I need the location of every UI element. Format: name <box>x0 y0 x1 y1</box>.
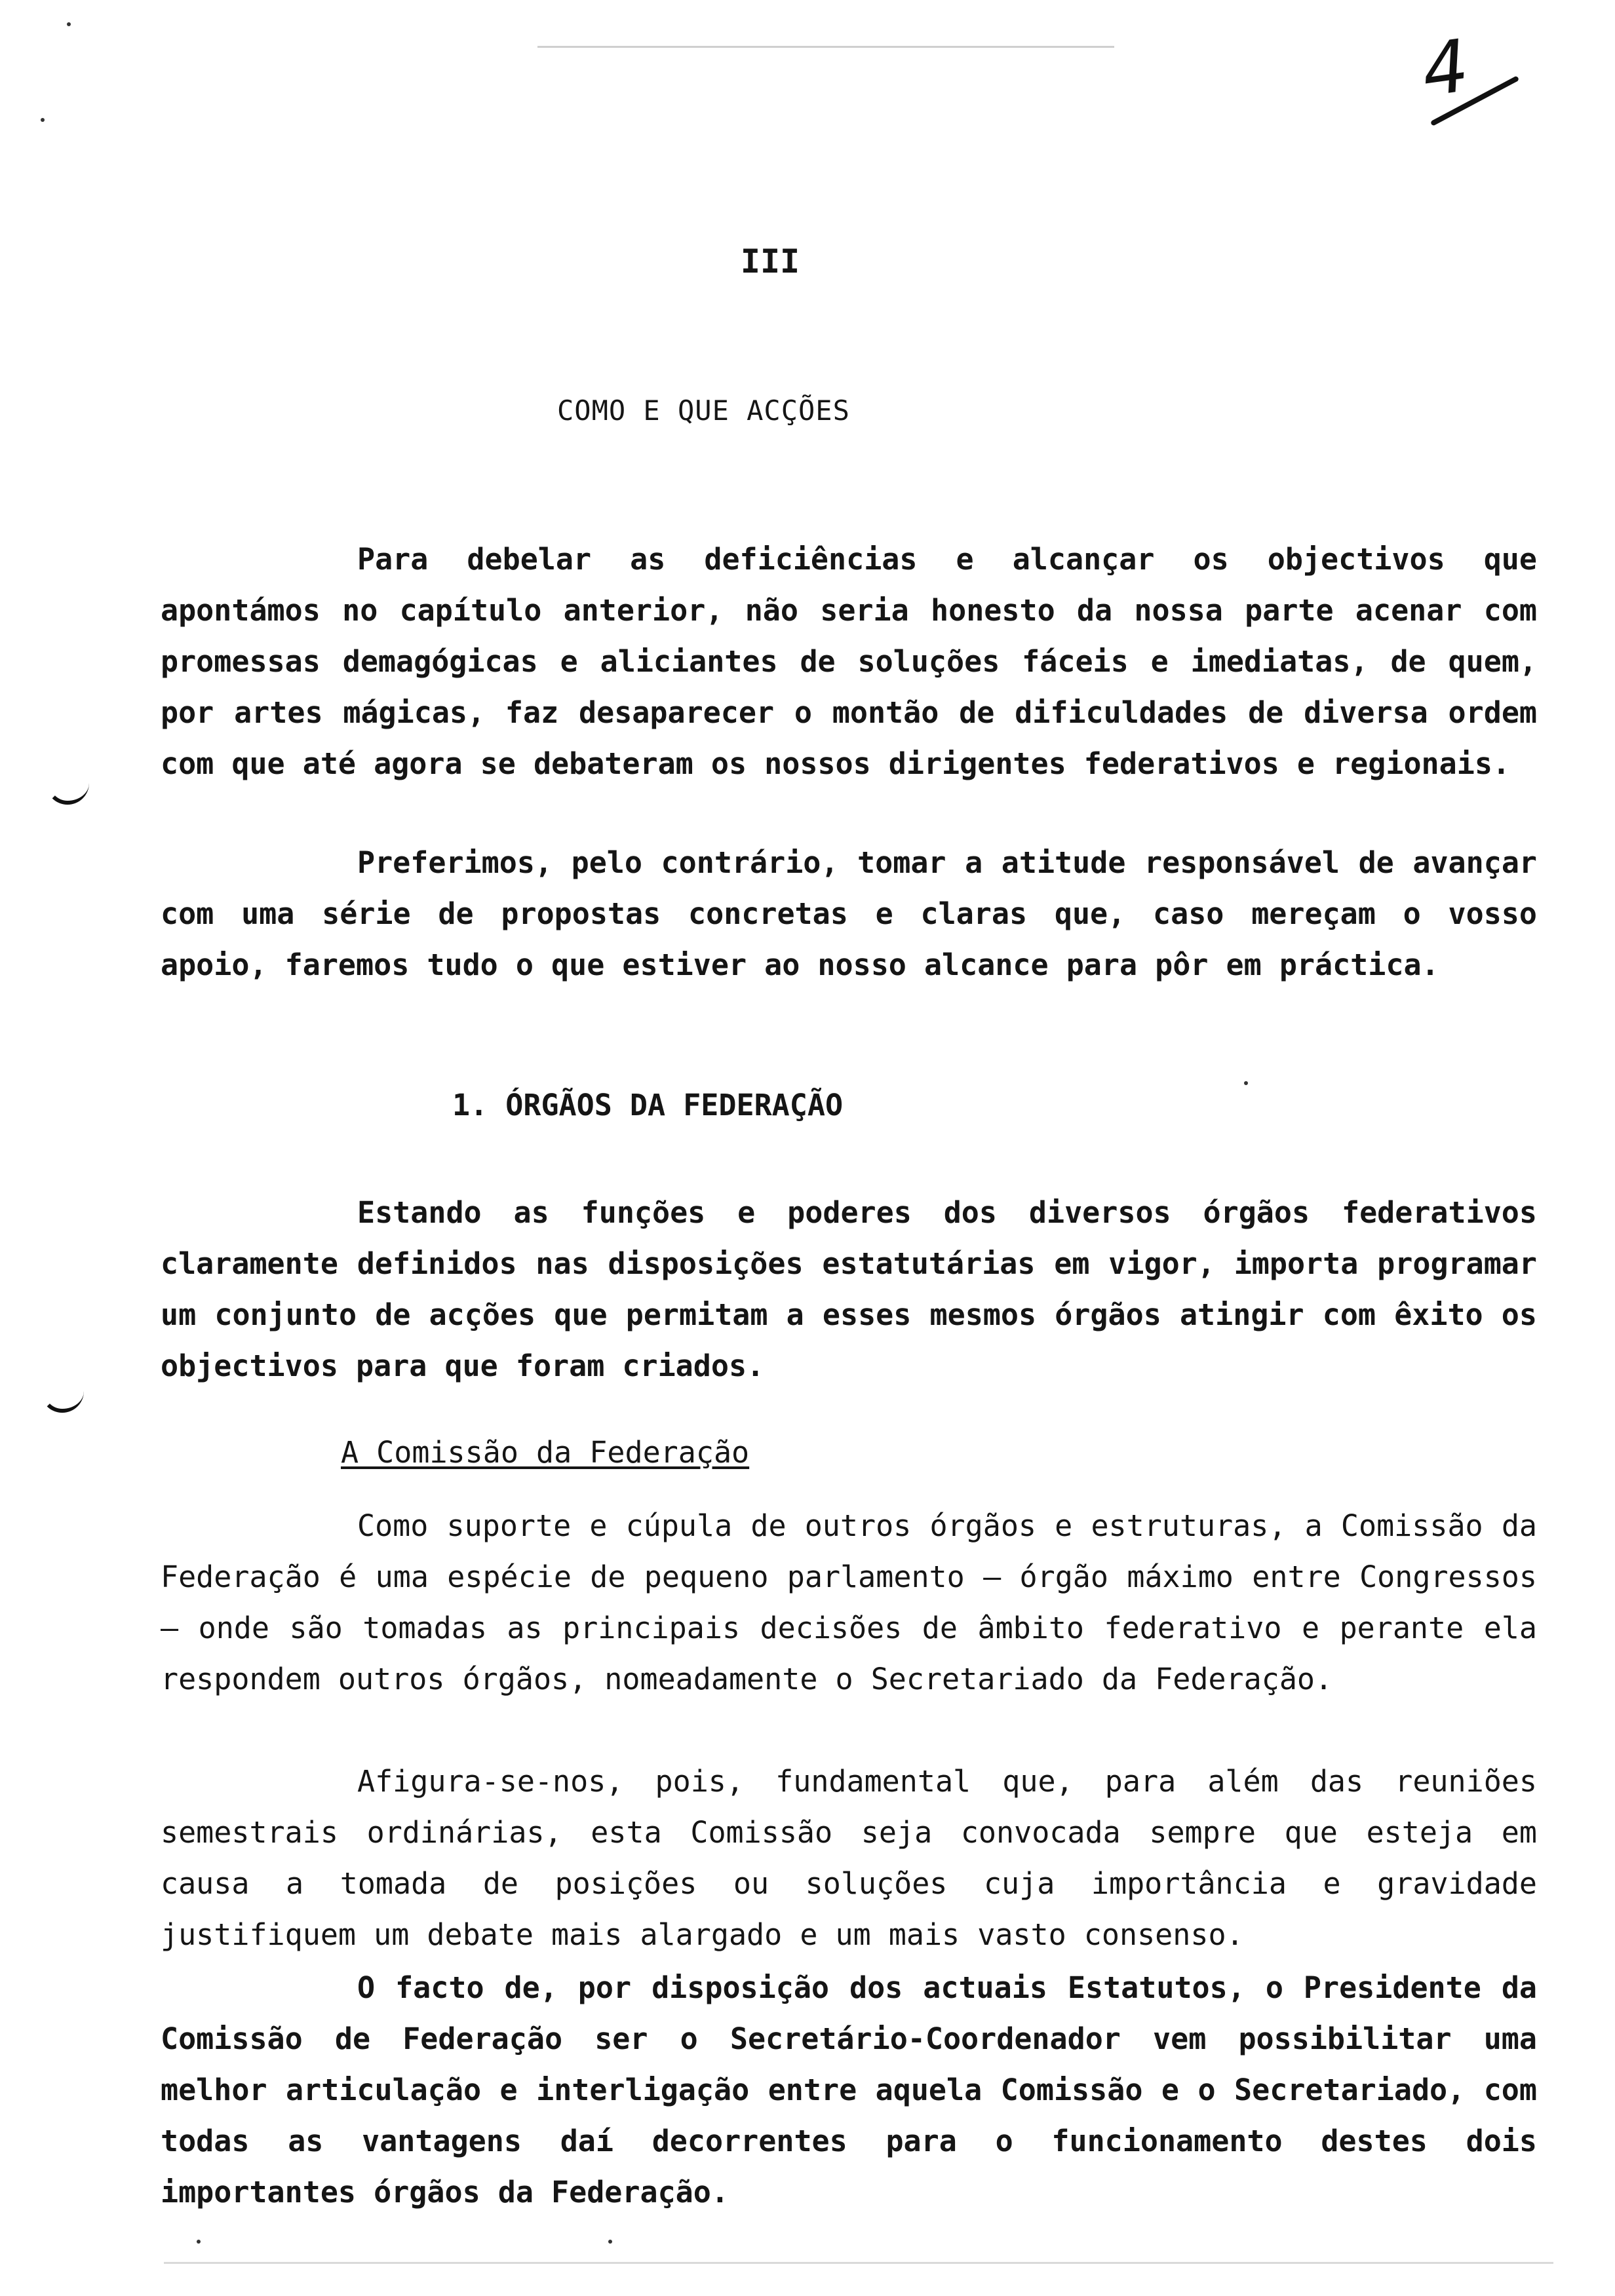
scan-speck <box>608 2240 612 2244</box>
scan-noise-bottom <box>164 2262 1553 2264</box>
subsection-paragraph-1 <box>161 1501 1537 1705</box>
handwritten-page-number: 4 <box>1416 23 1474 113</box>
section-paragraph <box>161 1187 1537 1392</box>
subsection-paragraph-3 <box>161 1962 1537 2218</box>
margin-mark <box>41 1389 84 1413</box>
scan-speck <box>197 2240 201 2244</box>
scan-speck <box>41 118 45 122</box>
section-heading: 1. ÓRGÃOS DA FEDERAÇÃO <box>452 1088 844 1122</box>
subsection-paragraph-3-text: O facto de, por disposição dos actuais Estatutos, o Presidente da Comissão de Federação ser o Secretário-Coordenador vem possibilitar uma melhor articulação e interligação entre aquela Comissão e o Secretariado, com todas as vantagens daí decorrentes para o funcionamento destes dois importantes órgãos da Federação. <box>161 1970 1537 2210</box>
scan-noise-top <box>537 46 1114 48</box>
intro-paragraph-2-text: Preferimos, pelo contrário, tomar a atitude responsável de avançar com uma série de propostas concretas e claras que, caso mereçam o vosso apoio, faremos tudo o que estiver ao nosso alcance para pôr em práctica. <box>161 845 1537 982</box>
intro-paragraph-2 <box>161 837 1537 991</box>
subsection-paragraph-1-text: Como suporte e cúpula de outros órgãos e estruturas, a Comissão da Federação é uma espécie de pequeno parlamento — órgão máximo entre Congressos — onde são tomadas as principais decisões de âmbito federativo e perante ela respondem outros órgãos, nomeadamente o Secretariado da Federação. <box>161 1508 1537 1696</box>
margin-mark <box>46 781 89 805</box>
chapter-title: COMO E QUE ACÇÕES <box>557 394 850 427</box>
subsection-heading: A Comissão da Federação <box>341 1435 750 1470</box>
scan-speck <box>67 22 71 26</box>
subsection-paragraph-2-text: Afigura-se-nos, pois, fundamental que, para além das reuniões semestrais ordinárias, esta Comissão seja convocada sempre que esteja em causa a tomada de posições ou soluções cuja importância e gravidade justifiquem um debate mais alargado e um mais vasto consenso. <box>161 1764 1537 1952</box>
scan-speck <box>1244 1081 1248 1085</box>
intro-paragraph-1 <box>161 534 1537 790</box>
subsection-paragraph-2 <box>161 1756 1537 1961</box>
chapter-number: III <box>740 242 800 280</box>
intro-paragraph-1-text: Para debelar as deficiências e alcançar os objectivos que apontámos no capítulo anterior, não seria honesto da nossa parte acenar com promessas demagógicas e aliciantes de soluções fáceis e imediatas, de quem, por artes mágicas, faz desaparecer o montão de dificuldades de diversa ordem com que até agora se debateram os nossos dirigentes federativos e regionais. <box>161 542 1537 781</box>
section-paragraph-text: Estando as funções e poderes dos diversos órgãos federativos claramente definidos nas disposições estatutárias em vigor, importa programar um conjunto de acções que permitam a esses mesmos órgãos atingir com êxito os objectivos para que foram criados. <box>161 1195 1537 1383</box>
